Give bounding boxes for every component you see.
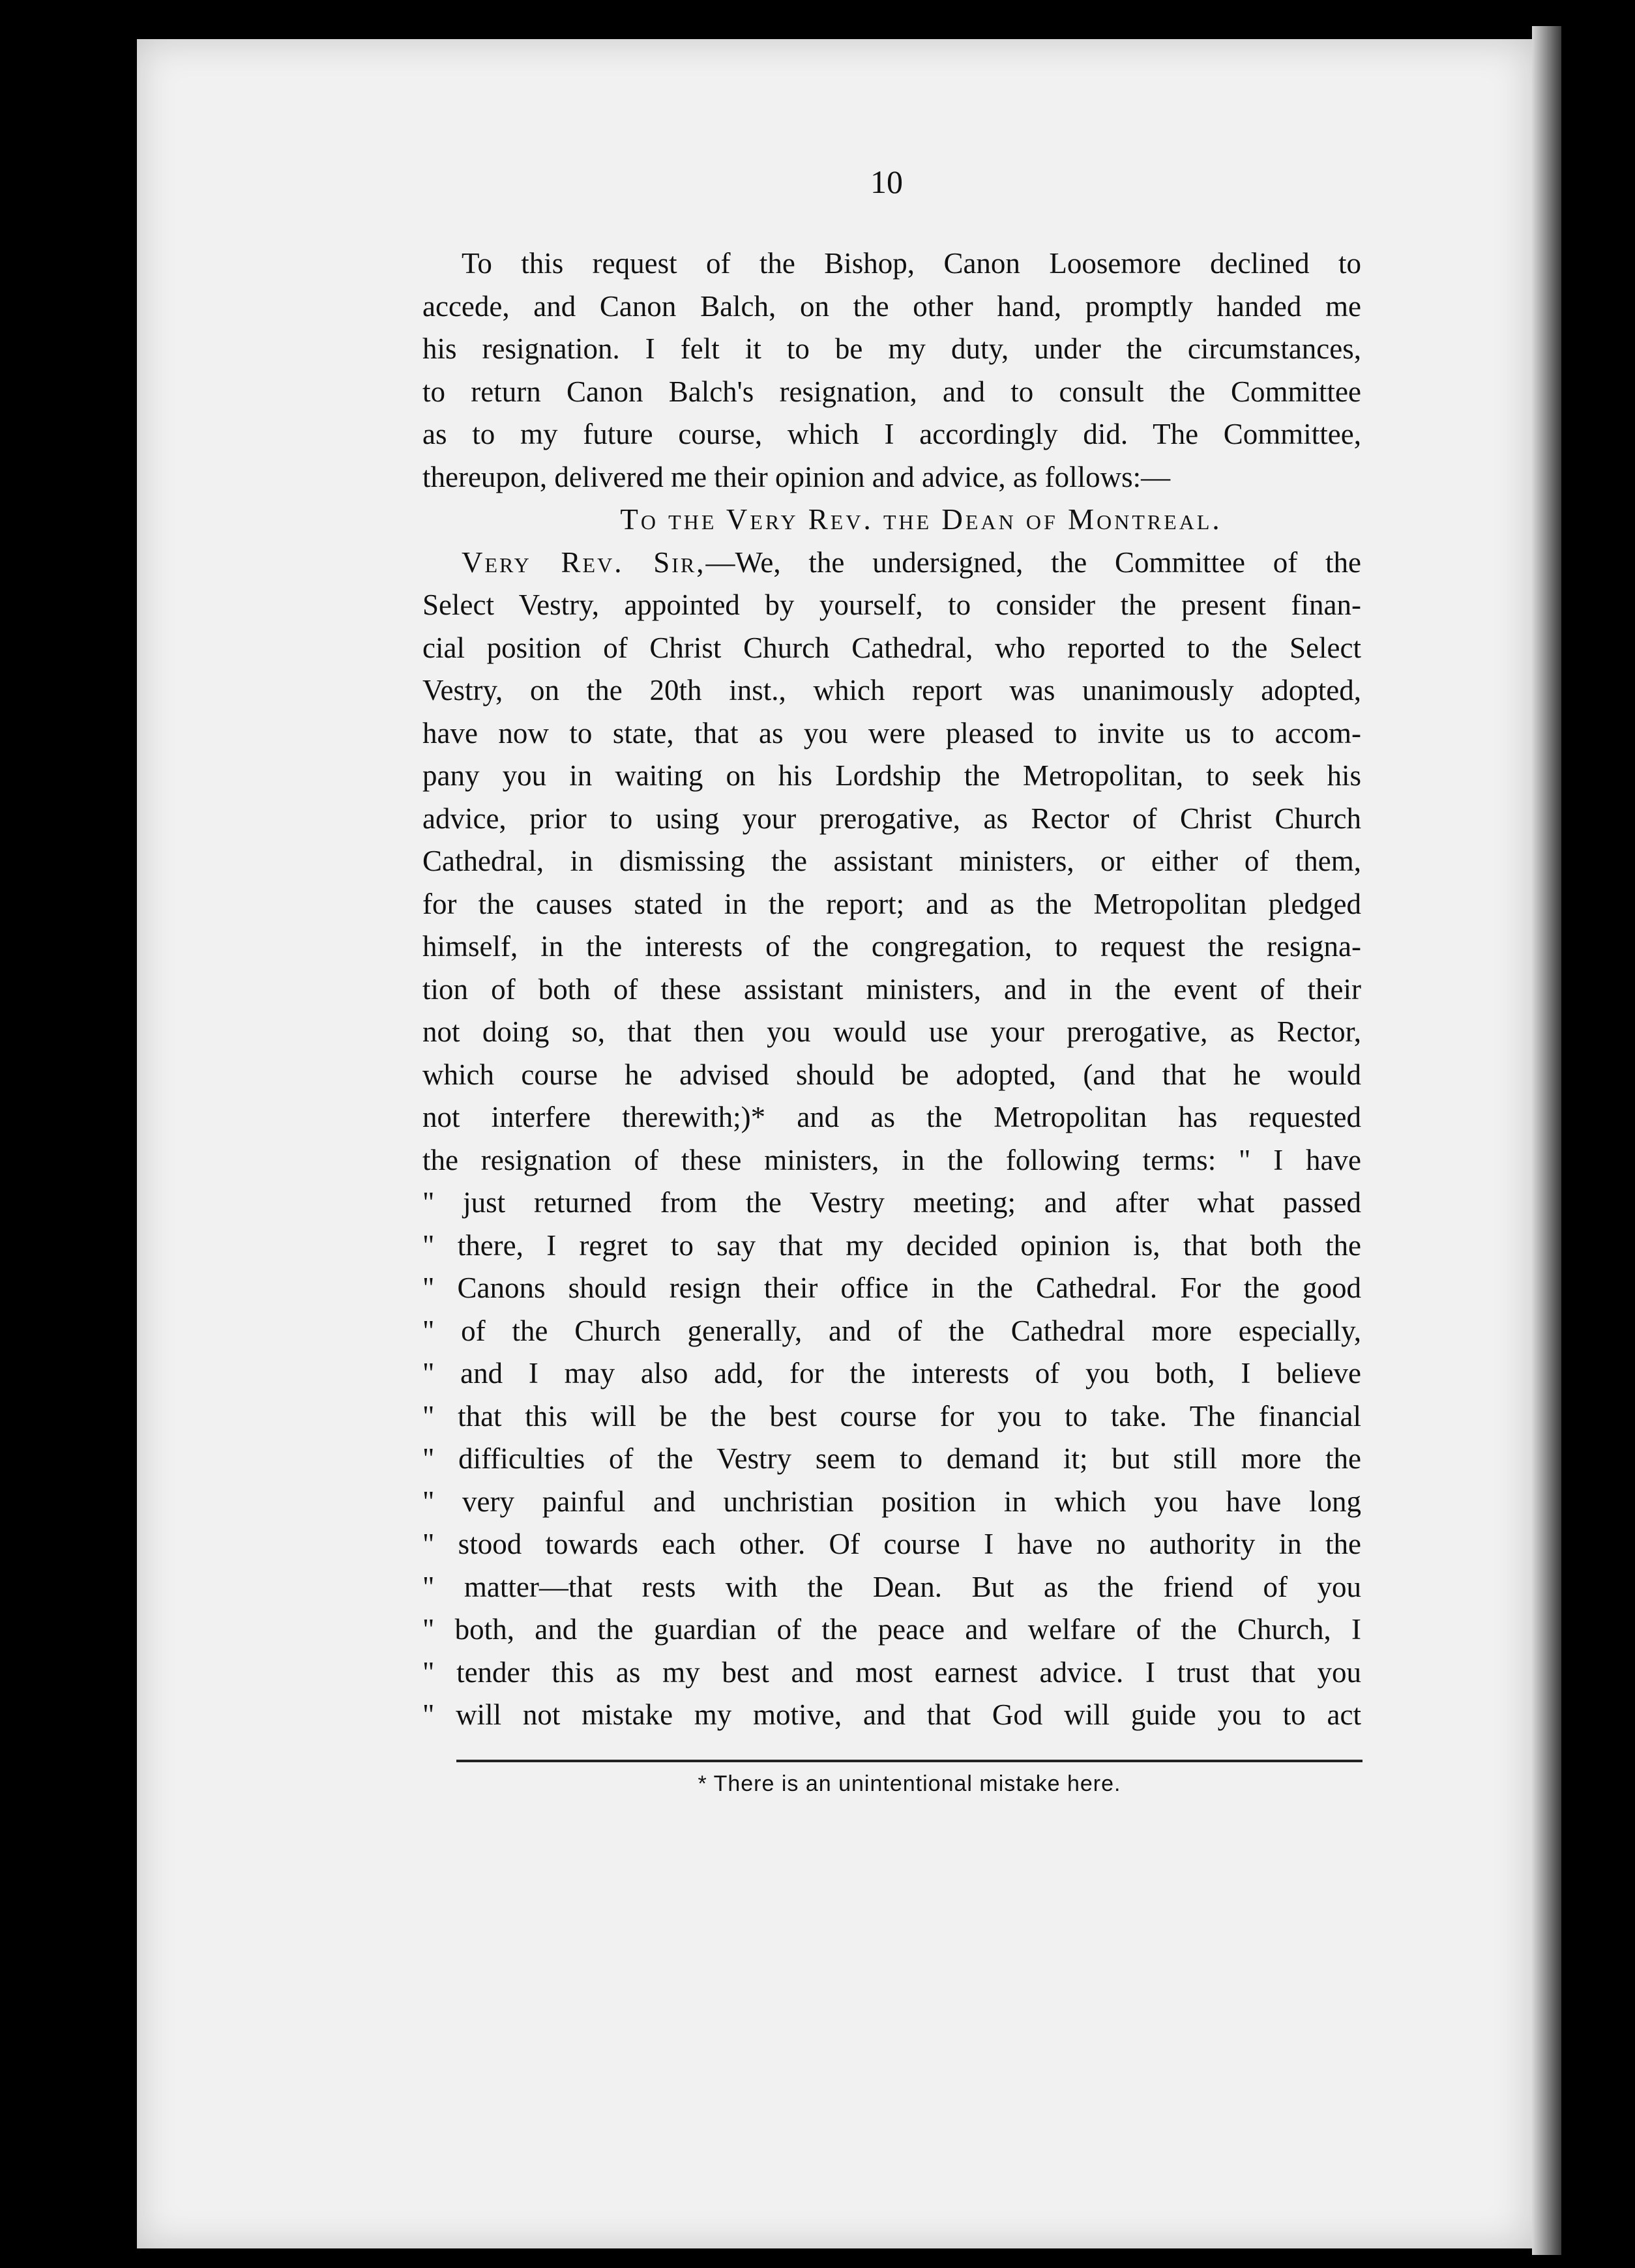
text-line: " stood towards each other. Of course I have no authority in the: [422, 1528, 1361, 1560]
text-line: thereupon, delivered me their opinion and advice, as follows:—: [422, 460, 1171, 493]
text-line: his resignation. I felt it to be my duty, under the circumstances,: [422, 332, 1361, 365]
text-line: the resignation of these ministers, in the following terms: " I have: [422, 1143, 1361, 1176]
first-line-rest: —We, the undersigned, the Committee of the: [705, 545, 1361, 579]
text-line: which course he advised should be adopted, (and that he would: [422, 1058, 1361, 1091]
text-line: " will not mistake my motive, and that God will guide you to act: [422, 1698, 1361, 1731]
text-line: " difficulties of the Vestry seem to demand it; but still more the: [422, 1442, 1361, 1475]
salutation: Very Rev. Sir,: [462, 545, 706, 579]
text-line: advice, prior to using your prerogative, as Rector of Christ Church: [422, 802, 1361, 835]
footnote: * There is an unintentional mistake here.: [698, 1771, 1121, 1796]
text-line: " there, I regret to say that my decided opinion is, that both the: [422, 1228, 1361, 1262]
text-line: " both, and the guardian of the peace and welfare of the Church, I: [422, 1613, 1361, 1646]
body-text: [422, 242, 1361, 1737]
text-line: Select Vestry, appointed by yourself, to consider the present finan-: [422, 589, 1361, 621]
text-line: have now to state, that as you were pleased to invite us to accom-: [422, 716, 1361, 749]
text-line: " very painful and unchristian position in which you have long: [422, 1485, 1361, 1518]
footnote-rule: [456, 1760, 1362, 1762]
text-line: " matter—that rests with the Dean. But as the friend of you: [422, 1570, 1361, 1603]
text-line: Vestry, on the 20th inst., which report was unanimously adopted,: [422, 674, 1361, 706]
letter-first-line: [422, 542, 1361, 585]
text-line: as to my future course, which I accordingly did. The Committee,: [422, 418, 1361, 450]
text-line: accede, and Canon Balch, on the other hand, promptly handed me: [422, 289, 1361, 323]
text-line: not doing so, that then you would use your prerogative, as Rector,: [422, 1015, 1361, 1048]
text-line: " Canons should resign their office in the Cathedral. For the good: [422, 1272, 1361, 1304]
text-line: cial position of Christ Church Cathedral, who reported to the Select: [422, 631, 1361, 664]
text-line: pany you in waiting on his Lordship the Metropolitan, to seek his: [422, 759, 1361, 792]
letter-heading: To the Very Rev. the Dean of Montreal.: [620, 503, 1222, 536]
text-line: " and I may also add, for the interests of you both, I believe: [422, 1357, 1361, 1389]
letter-body: [422, 542, 1361, 1737]
page-edge: [1532, 26, 1561, 2255]
text-line: To this request of the Bishop, Canon Loosemore declined to: [462, 247, 1361, 280]
page-number: 10: [870, 164, 903, 200]
text-line: tion of both of these assistant ministers, and in the event of their: [422, 972, 1361, 1006]
text-line: " just returned from the Vestry meeting; and after what passed: [422, 1186, 1361, 1219]
text-line: " tender this as my best and most earnest advice. I trust that you: [422, 1655, 1361, 1689]
text-line: himself, in the interests of the congregation, to request the resigna-: [422, 930, 1361, 963]
text-line: to return Canon Balch's resignation, and to consult the Committee: [422, 375, 1361, 408]
text-line: for the causes stated in the report; and as the Metropolitan pledged: [422, 887, 1361, 920]
text-line: " that this will be the best course for you to take. The financial: [422, 1399, 1361, 1432]
text-line: Cathedral, in dismissing the assistant ministers, or either of them,: [422, 845, 1361, 877]
text-line: not interfere therewith;)* and as the Metropolitan has requested: [422, 1101, 1361, 1133]
text-line: " of the Church generally, and of the Cathedral more especially,: [422, 1314, 1361, 1347]
opening-paragraph: [422, 242, 1361, 499]
